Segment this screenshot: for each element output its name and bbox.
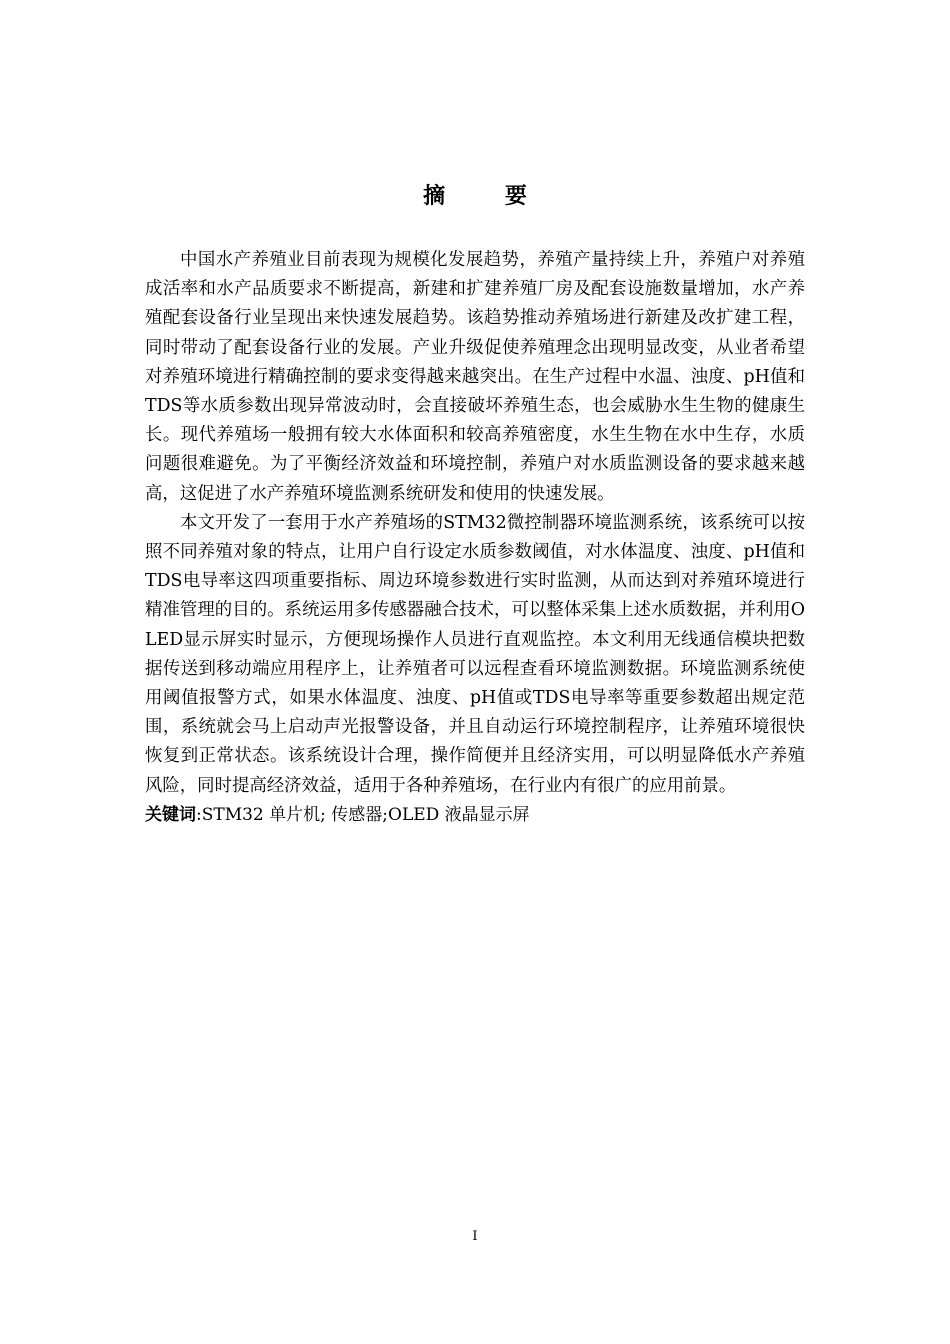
keywords-text: :STM32 单片机; 传感器;OLED 液晶显示屏: [196, 804, 530, 825]
abstract-body: [145, 246, 805, 830]
keywords-label: 关键词: [145, 804, 196, 825]
abstract-paragraph-2: 本文开发了一套用于水产养殖场的STM32微控制器环境监测系统，该系统可以按照不同养殖对象的特点，让用户自行设定水质参数阈值，对水体温度、浊度、pH值和TDS电导率这四项重要指标、周边环境参数进行实时监测，从而达到对养殖环境进行精准管理的目的。系统运用多传感器融合技术，可以整体采集上述水质数据，并利用OLED显示屏实时显示，方便现场操作人员进行直观监控。本文利用无线通信模块把数据传送到移动端应用程序上，让养殖者可以远程查看环境监测数据。环境监测系统使用阈值报警方式，如果水体温度、浊度、pH值或TDS电导率等重要参数超出规定范围，系统就会马上启动声光报警设备，并且自动运行环境控制程序，让养殖环境很快恢复到正常状态。该系统设计合理，操作简便并且经济实用，可以明显降低水产养殖风险，同时提高经济效益，适用于各种养殖场，在行业内有很广的应用前景。: [145, 512, 805, 796]
keywords-line: [145, 801, 805, 830]
page-number: I: [472, 1229, 478, 1244]
abstract-title: 摘 要: [423, 184, 553, 209]
abstract-paragraph-1: 中国水产养殖业目前表现为规模化发展趋势，养殖产量持续上升，养殖户对养殖成活率和水产品质要求不断提高，新建和扩建养殖厂房及配套设施数量增加，水产养殖配套设备行业呈现出来快速发展趋势。该趋势推动养殖场进行新建及改扩建工程，同时带动了配套设备行业的发展。产业升级促使养殖理念出现明显改变，从业者希望对养殖环境进行精确控制的要求变得越来越突出。在生产过程中水温、浊度、pH值和TDS等水质参数出现异常波动时，会直接破坏养殖生态，也会威胁水生生物的健康生长。现代养殖场一般拥有较大水体面积和较高养殖密度，水生生物在水中生存，水质问题很难避免。为了平衡经济效益和环境控制，养殖户对水质监测设备的要求越来越高，这促进了水产养殖环境监测系统研发和使用的快速发展。: [145, 250, 805, 504]
